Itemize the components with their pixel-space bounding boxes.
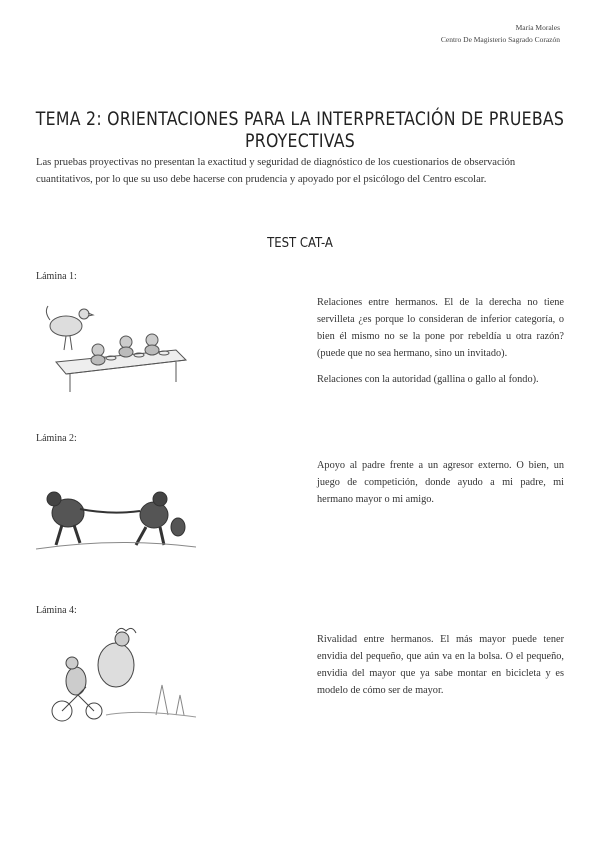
intro-paragraph: Las pruebas proyectivas no presentan la exactitud y seguridad de diagnóstico de los cuestionarios de observación cuantitativos, por lo que su uso debe hacerse con prudencia y apoyado por el psicólogo del Centro escolar. bbox=[36, 157, 516, 185]
lamina-1-description bbox=[317, 294, 564, 397]
lamina-4-label: Lámina 4: bbox=[36, 605, 77, 616]
lamina-4-description bbox=[317, 631, 564, 708]
section-subtitle: TEST CAT-A bbox=[267, 236, 333, 251]
institution-name: Centro De Magisterio Sagrado Corazón bbox=[440, 35, 560, 44]
author-name: María Morales bbox=[515, 23, 560, 32]
lamina-1-illustration bbox=[36, 300, 196, 400]
lamina-2-illustration bbox=[36, 470, 196, 570]
lamina-2-description bbox=[317, 457, 564, 517]
lamina-2-label: Lámina 2: bbox=[36, 433, 77, 444]
lamina-2-paragraph: Apoyo al padre frente a un agresor externo. O bien, un juego de competición, donde ayudo a mi padre, mi hermano mayor o mi amigo. bbox=[317, 460, 564, 505]
page-title: TEMA 2: ORIENTACIONES PARA LA INTERPRETACIÓN DE PRUEBAS PROYECTIVAS bbox=[35, 108, 565, 152]
lamina-1-paragraph: Relaciones entre hermanos. El de la derecha no tiene servilleta ¿es porque lo consideran de inferior categoría, o bien él mismo no se la pone por rebeldía u otra razón? (puede que no sea hermano, sino un invitado). bbox=[317, 297, 564, 359]
lamina-1-label: Lámina 1: bbox=[36, 271, 77, 282]
lamina-4-paragraph: Rivalidad entre hermanos. El más mayor puede tener envidia del pequeño, que aún va en la bolsa. O el pequeño, envidia del mayor que ya sabe montar en bicicleta y es modelo de cómo ser de mayor. bbox=[317, 634, 564, 696]
page-header bbox=[441, 22, 560, 46]
lamina-4-illustration bbox=[36, 625, 196, 725]
lamina-1-paragraph: Relaciones con la autoridad (gallina o gallo al fondo). bbox=[317, 374, 539, 385]
